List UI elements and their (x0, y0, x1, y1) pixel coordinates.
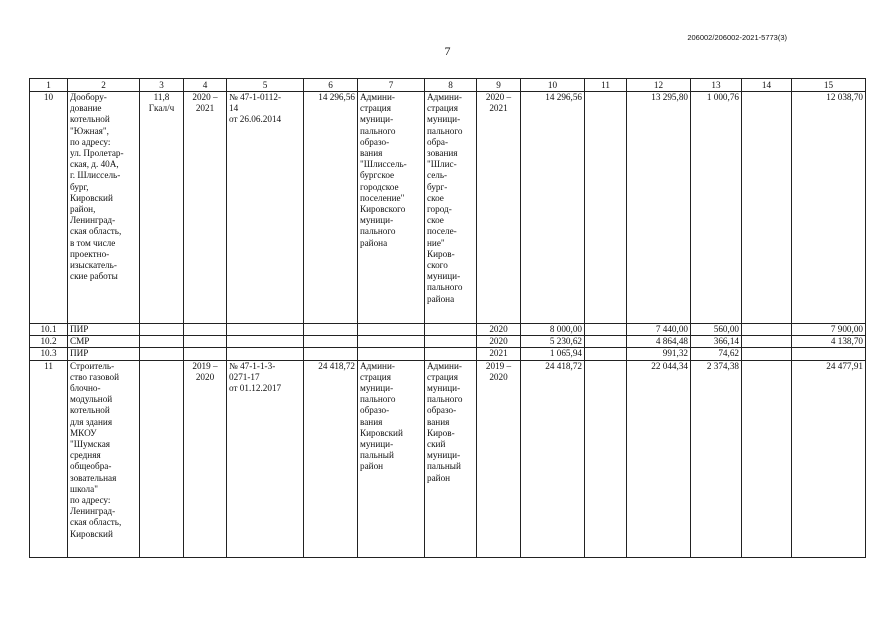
cell-expertise: № 47-1-1-3- 0271-17 от 01.12.2017 (227, 360, 304, 557)
data-table (29, 78, 866, 558)
cell-col11 (585, 92, 627, 324)
cell-capacity (140, 360, 184, 557)
cell-developer (425, 336, 477, 348)
cell-funding-period: 2020 (477, 324, 521, 336)
cell-funding-period: 2019 – 2020 (477, 360, 521, 557)
document-id: 206002/206002-2021-5773(3) (687, 33, 787, 42)
cell-col15: 24 477,91 (792, 360, 866, 557)
col-header: 1 (30, 79, 68, 92)
col-header: 10 (521, 79, 585, 92)
cell-object-name: Дообору- дование котельной "Южная", по адресу: ул. Пролетар- ская, д. 40А, г. Шлиссель- бург, Кировский район, Ленинград- ская область, в том числе проектно- изыскатель- ские работы (68, 92, 140, 324)
cell-col14 (742, 324, 792, 336)
cell-estimated-cost (304, 324, 358, 336)
cell-expertise: № 47-1-0112- 14 от 26.06.2014 (227, 92, 304, 324)
col-header: 12 (627, 79, 691, 92)
cell-regional: 22 044,34 (627, 360, 691, 557)
cell-period (184, 336, 227, 348)
cell-developer: Админи- страция муници- пального образо- вания Киров- ский муници- пальный район (425, 360, 477, 557)
cell-object-name: Строитель- ство газовой блочно- модульной котельной для здания МКОУ "Шумская средняя общеобра- зовательная школа" по адресу: Ленинград- ская область, Кировский (68, 360, 140, 557)
cell-period (184, 324, 227, 336)
cell-col15: 7 900,00 (792, 324, 866, 336)
cell-funding-period: 2020 (477, 336, 521, 348)
cell-local: 560,00 (691, 324, 742, 336)
cell-capacity (140, 324, 184, 336)
cell-total: 5 230,62 (521, 336, 585, 348)
cell-customer (358, 348, 425, 360)
cell-number: 10.1 (30, 324, 68, 336)
cell-total: 14 296,56 (521, 92, 585, 324)
cell-col11 (585, 348, 627, 360)
cell-object-name: СМР (68, 336, 140, 348)
col-header: 3 (140, 79, 184, 92)
cell-customer (358, 324, 425, 336)
cell-expertise (227, 336, 304, 348)
cell-customer (358, 336, 425, 348)
cell-col11 (585, 324, 627, 336)
header-row (30, 79, 866, 92)
cell-col14 (742, 348, 792, 360)
cell-local: 2 374,38 (691, 360, 742, 557)
cell-capacity (140, 336, 184, 348)
cell-local: 1 000,76 (691, 92, 742, 324)
cell-col11 (585, 336, 627, 348)
col-header: 4 (184, 79, 227, 92)
cell-total: 8 000,00 (521, 324, 585, 336)
col-header: 5 (227, 79, 304, 92)
col-header: 11 (585, 79, 627, 92)
col-header: 9 (477, 79, 521, 92)
cell-col14 (742, 360, 792, 557)
cell-funding-period: 2021 (477, 348, 521, 360)
col-header: 15 (792, 79, 866, 92)
table-row (30, 336, 866, 348)
col-header: 2 (68, 79, 140, 92)
cell-period: 2020 – 2021 (184, 92, 227, 324)
cell-number: 10.3 (30, 348, 68, 360)
cell-object-name: ПИР (68, 324, 140, 336)
cell-total: 24 418,72 (521, 360, 585, 557)
cell-local: 366,14 (691, 336, 742, 348)
cell-object-name: ПИР (68, 348, 140, 360)
cell-local: 74,62 (691, 348, 742, 360)
cell-expertise (227, 324, 304, 336)
cell-estimated-cost (304, 336, 358, 348)
cell-regional: 4 864,48 (627, 336, 691, 348)
cell-regional: 7 440,00 (627, 324, 691, 336)
cell-expertise (227, 348, 304, 360)
cell-estimated-cost: 24 418,72 (304, 360, 358, 557)
cell-col15: 12 038,70 (792, 92, 866, 324)
cell-customer: Админи- страция муници- пального образо- вания Кировский муници- пальный район (358, 360, 425, 557)
cell-col15: 4 138,70 (792, 336, 866, 348)
table-row (30, 348, 866, 360)
cell-regional: 991,32 (627, 348, 691, 360)
cell-regional: 13 295,80 (627, 92, 691, 324)
cell-customer: Админи- страция муници- пального образо- вания "Шлиссель- бургское городское поселение" Кировского муници- пального района (358, 92, 425, 324)
col-header: 14 (742, 79, 792, 92)
cell-number: 10 (30, 92, 68, 324)
cell-developer (425, 324, 477, 336)
cell-period (184, 348, 227, 360)
col-header: 13 (691, 79, 742, 92)
cell-col11 (585, 360, 627, 557)
cell-col15 (792, 348, 866, 360)
cell-total: 1 065,94 (521, 348, 585, 360)
cell-period: 2019 – 2020 (184, 360, 227, 557)
cell-capacity: 11,8 Гкал/ч (140, 92, 184, 324)
cell-estimated-cost (304, 348, 358, 360)
cell-col14 (742, 92, 792, 324)
cell-funding-period: 2020 – 2021 (477, 92, 521, 324)
table-row (30, 324, 866, 336)
col-header: 7 (358, 79, 425, 92)
col-header: 8 (425, 79, 477, 92)
cell-capacity (140, 348, 184, 360)
table-row (30, 360, 866, 557)
cell-estimated-cost: 14 296,56 (304, 92, 358, 324)
col-header: 6 (304, 79, 358, 92)
table-row (30, 92, 866, 324)
cell-number: 10.2 (30, 336, 68, 348)
page-number: 7 (444, 44, 451, 58)
cell-developer (425, 348, 477, 360)
cell-developer: Админи- страция муници- пального обра- зования "Шлис- сель- бург- ское город- ское поселе- ние" Киров- ского муници- пального района (425, 92, 477, 324)
cell-col14 (742, 336, 792, 348)
cell-number: 11 (30, 360, 68, 557)
